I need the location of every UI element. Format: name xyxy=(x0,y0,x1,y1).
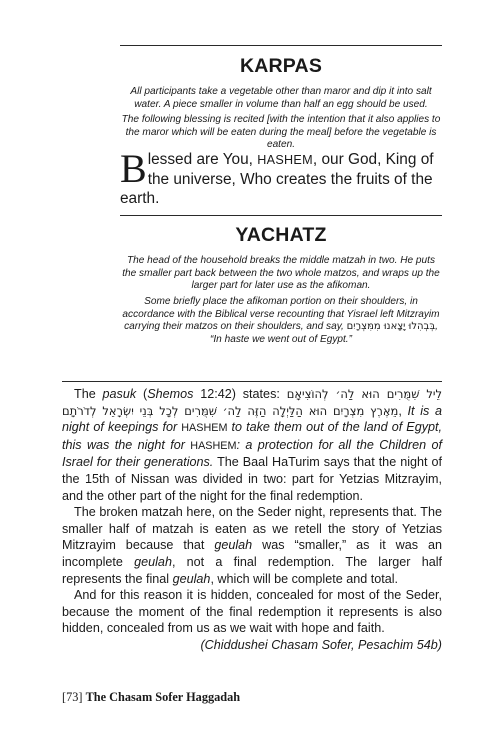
translation-hashem: HASHEM xyxy=(181,422,228,435)
translation: : a protection for all the Children of Israel for their generations. xyxy=(62,437,442,470)
commentary-body xyxy=(62,386,442,654)
book-title: The Chasam Sofer Haggadah xyxy=(85,690,241,704)
text: 12:42) states: xyxy=(193,387,287,401)
yachatz-hebrew-phrase: בְּבְהִלוּ יָצָאנוּ מִמִּצְרָיִם xyxy=(346,321,436,333)
term-pasuk: pasuk xyxy=(102,387,137,401)
hebrew-verse: לֵיל שִׁמֻּרִים הוּא לַה׳ לְהוֹצִיאָם מֵאֶרֶץ מִצְרָיִם הוּא הַלַּיְלָה הַזֶּה לַה׳ שִׁמֻּרִים לְכָל בְּנֵי יִשְׂרָאֵל לְדֹרֹתָם xyxy=(62,387,443,418)
yachatz-title: YACHATZ xyxy=(235,224,327,246)
yachatz-instruction-2-text: Some briefly place the afikoman portion on their shoulders, in accordance with the Biblical verse recounting that Yisrael left Mitzrayim carrying their matzos on their shoulders, and say, xyxy=(122,296,440,333)
translation: It is a night of keepings for xyxy=(62,403,442,435)
commentary-top-rule xyxy=(62,381,442,382)
page-number: [73] xyxy=(62,690,83,704)
text: The xyxy=(74,387,103,401)
translation: to take them out of the land of Egypt, this was the night for xyxy=(62,420,443,452)
karpas-blessing xyxy=(120,146,450,208)
text: ( xyxy=(136,387,148,401)
karpas-instruction-2: The following blessing is recited [with the intention that it also applies to the maror which will be eaten during the meal] before the vegetable is eaten. xyxy=(121,114,441,151)
karpas-title: KARPAS xyxy=(239,55,323,77)
translation-hashem: HASHEM xyxy=(190,439,237,452)
blessing-hashem: HASHEM xyxy=(257,153,313,167)
text: , xyxy=(398,403,408,418)
text: The Baal HaTurim says that the night of the 15th of Nissan was divided in two: part for Yetzias Mitzrayim, and the other part of the night for the final redemption. xyxy=(62,455,443,503)
blessing-text-1: lessed are You, xyxy=(147,151,258,168)
text: , which will be complete and total. xyxy=(210,571,399,586)
commentary-source: (Chiddushei Chasam Sofer, Pesachim 54b) xyxy=(200,637,442,652)
commentary-paragraph-2 xyxy=(62,504,442,587)
term-geulah: geulah xyxy=(172,571,211,586)
term-shemos: Shemos xyxy=(147,387,194,401)
karpas-instruction-1: All participants take a vegetable other than maror and dip it into salt water. A piece smaller in volume than half an egg should be used. xyxy=(130,86,432,110)
yachatz-top-rule xyxy=(120,215,442,216)
commentary-paragraph-1 xyxy=(62,386,442,504)
text: was “smaller,” as it was an incomplete xyxy=(62,538,442,569)
page-footer xyxy=(62,690,240,705)
commentary-paragraph-3: And for this reason it is hidden, concealed for most of the Seder, because the moment of the final redemption it represents is also hidden, concealed from us as we wait with hope and faith. xyxy=(62,588,442,636)
text: The broken matzah here, on the Seder night, represents that. The smaller half of matzah is eaten as we retell the story of Yetzias Mitzrayim because that xyxy=(62,505,442,553)
karpas-top-rule xyxy=(120,45,442,46)
term-geulah: geulah xyxy=(134,554,172,569)
text: , not a final redemption. The larger half represents the final xyxy=(62,554,443,586)
yachatz-instruction-2 xyxy=(120,296,442,346)
term-geulah: geulah xyxy=(214,538,253,553)
yachatz-instruction-1: The head of the household breaks the middle matzah in two. He puts the smaller part back between the two whole matzos, and wraps up the larger part for later use as the afikoman. xyxy=(122,255,440,292)
blessing-dropcap: B xyxy=(120,146,147,191)
yachatz-instruction-2-end: , “In haste we went out of Egypt.” xyxy=(210,321,438,345)
blessing-text-2: , our God, King of the universe, Who creates the fruits of the earth. xyxy=(120,151,434,207)
